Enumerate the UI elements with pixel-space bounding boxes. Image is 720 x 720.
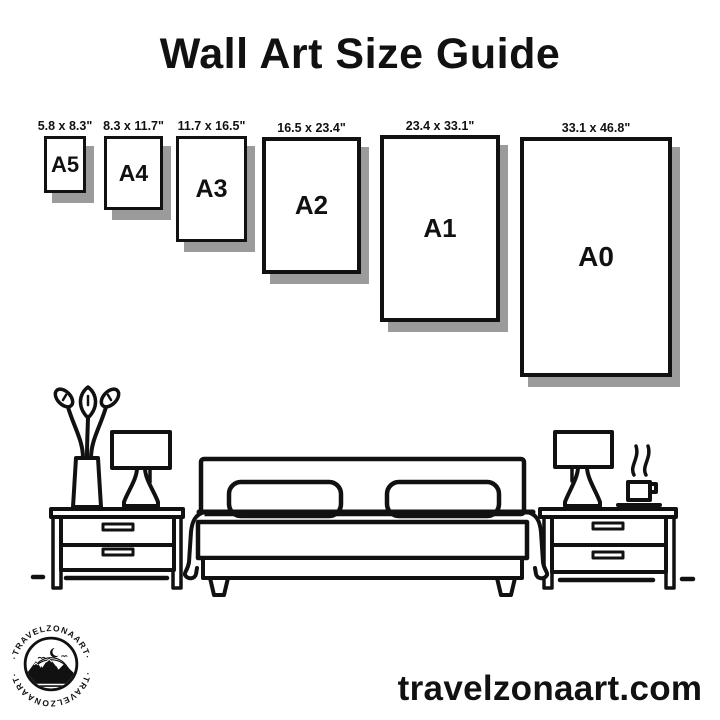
size-code-label: A3 [195,174,228,203]
size-dimensions-label: 33.1 x 46.8" [561,121,631,135]
logo-arc-text-bottom: ·TRAVELZONAART· [8,671,94,709]
logo-arc-text-top: ·TRAVELZONAART· [8,623,94,661]
page-title: Wall Art Size Guide [159,30,561,78]
size-frame-a3 [176,119,247,242]
size-dimensions-label: 11.7 x 16.5" [177,119,246,133]
bed-icon [185,459,547,595]
size-code-label: A5 [50,151,80,177]
size-frame-a1 [380,119,500,322]
bedroom-illustration [0,385,720,600]
size-dimensions-label: 23.4 x 33.1" [405,119,475,133]
table-lamp-right-icon [555,432,612,506]
size-code-label: A1 [423,213,457,243]
size-code-label: A2 [294,190,329,220]
coffee-cup-icon [618,446,660,505]
size-code-label: A4 [118,159,149,186]
size-frame-a4 [103,119,164,210]
size-frame-a2 [262,121,361,274]
size-frame-a0 [520,121,672,377]
size-frame-a5 [37,119,93,193]
size-dimensions-label: 8.3 x 11.7" [103,119,164,133]
table-lamp-left-icon [112,432,170,506]
brand-logo [4,616,98,712]
size-dimensions-label: 16.5 x 23.4" [277,121,346,135]
nightstand-right-icon [540,509,676,588]
size-code-label: A0 [578,241,614,272]
size-dimensions-label: 5.8 x 8.3" [37,119,93,133]
website-url: travelzonaart.com [397,669,703,708]
